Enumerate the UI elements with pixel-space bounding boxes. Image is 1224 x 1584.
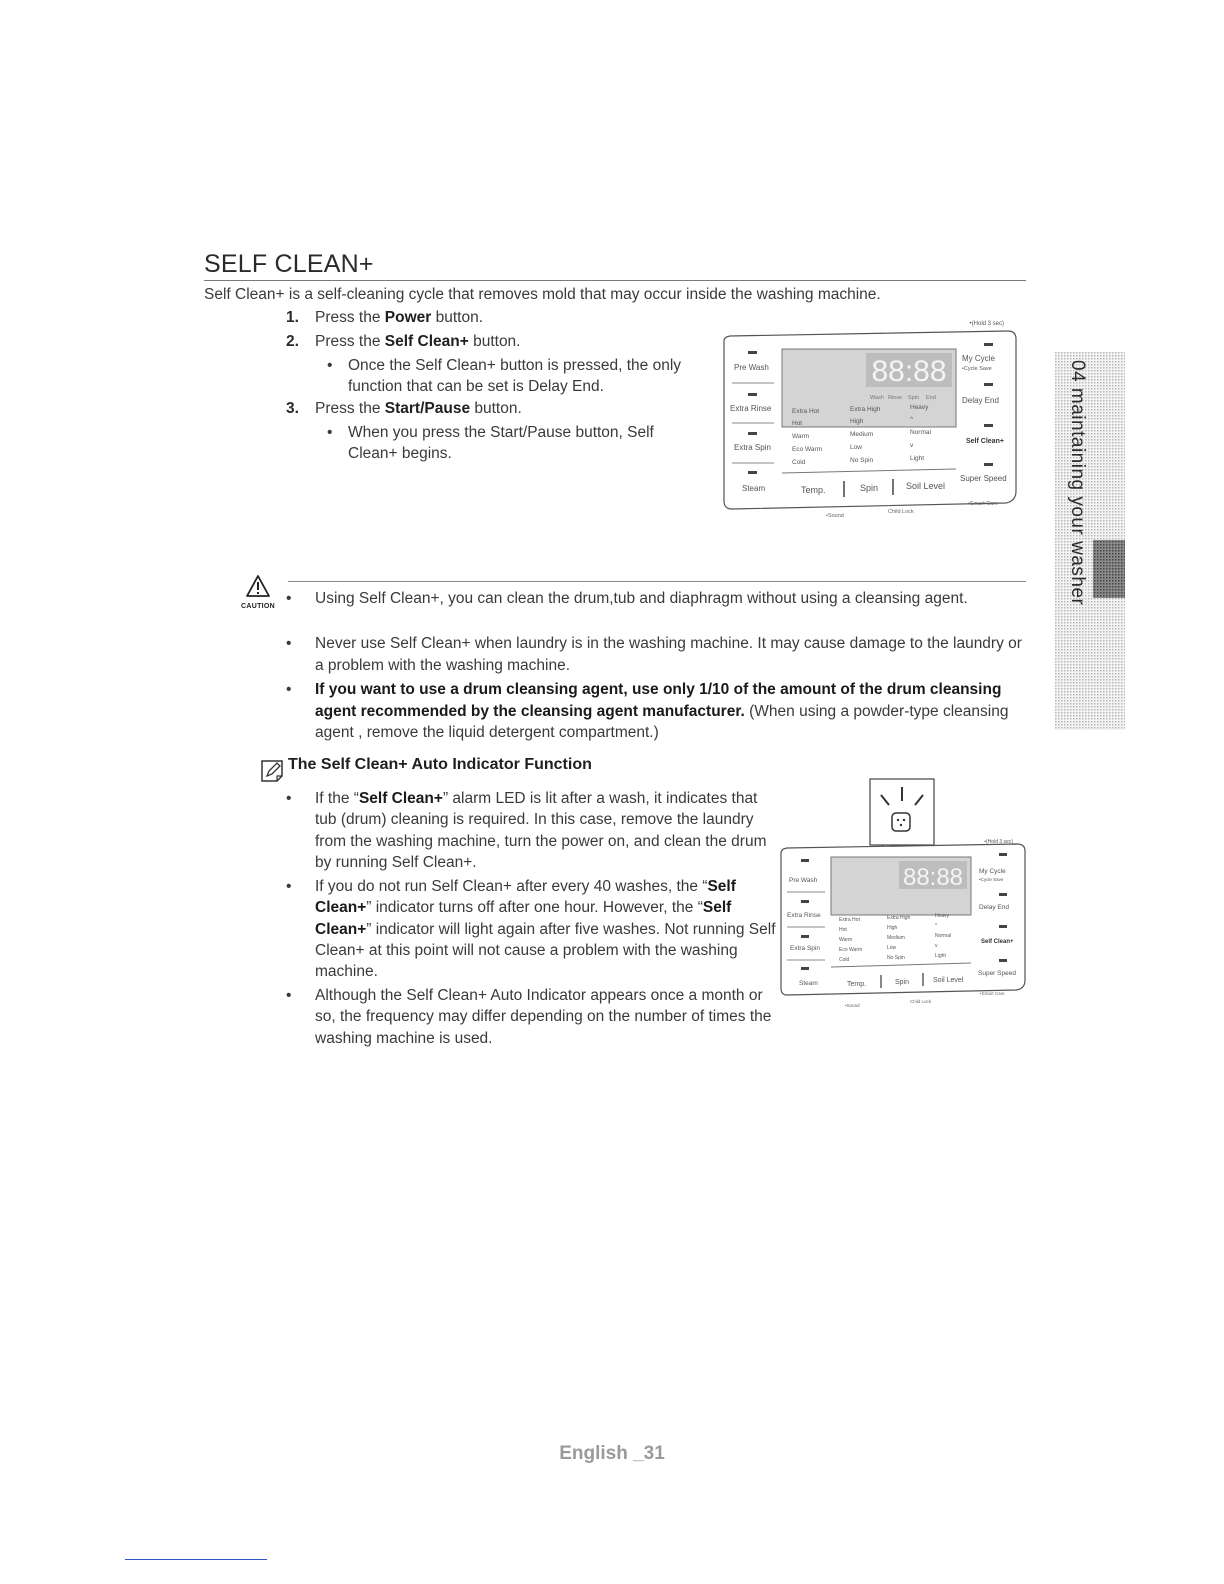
title-divider (204, 280, 1026, 281)
auto-indicator-illustration (775, 775, 1030, 1015)
svg-text:Super Speed: Super Speed (978, 970, 1016, 977)
power-button-label: Power (384, 309, 432, 326)
lcd-digits: 88:88 (871, 355, 947, 388)
soil-level-label: Soil Level (906, 481, 946, 491)
caution-bullet-2: • Never use Self Clean+ when laundry is in the washing machine. It may cause damage to the laundry or a problem with the washing machine. (286, 635, 1022, 674)
note-bullet-1: • If the “Self Clean+” alarm LED is lit after a wash, it indicates that tub (drum) cleaning is required. In this case, remove the laundry from the washing machine, turn the power on, and clean the drum by running Self Clean+. (286, 790, 767, 871)
svg-text:Rinse: Rinse (888, 395, 903, 401)
svg-text:Medium: Medium (850, 431, 874, 438)
self-clean-label: Self Clean+ (966, 438, 1004, 445)
step-number: 3. (286, 400, 299, 417)
spin-label: Spin (860, 483, 879, 493)
footer-link-line (125, 1559, 267, 1560)
svg-text:Warm: Warm (839, 937, 853, 943)
svg-text:Cold: Cold (792, 459, 806, 466)
svg-text:Heavy: Heavy (935, 913, 950, 919)
svg-text:•Smart Care: •Smart Care (980, 991, 1005, 996)
svg-text:High: High (887, 925, 898, 931)
svg-text:88:88: 88:88 (902, 864, 964, 891)
note-bullet-2: • If you do not run Self Clean+ after every 40 washes, the “Self Clean+” indicator turns off after one hour. However, the “Self Clean+” indicator will light again after five washes. Not running Self Clean+ at this point will not cause a problem with the washing machine. (286, 878, 776, 981)
svg-text:Spin: Spin (908, 395, 920, 401)
delay-end-label: Delay End (962, 396, 999, 405)
svg-text:Extra Rinse: Extra Rinse (787, 912, 821, 919)
svg-text:^: ^ (935, 923, 938, 929)
svg-text:No Spin: No Spin (850, 457, 874, 464)
svg-text:•Cycle Save: •Cycle Save (962, 366, 992, 372)
note-heading: The Self Clean+ Auto Indicator Function (288, 756, 592, 773)
svg-text:Hot: Hot (839, 927, 847, 933)
svg-text:•Sound: •Sound (845, 1003, 860, 1008)
note-bullet-3: • Although the Self Clean+ Auto Indicator appears once a month or so, the frequency may differ depending on the number of times the washing machine is used. (286, 987, 772, 1047)
svg-text:Low: Low (850, 444, 862, 451)
svg-text:•Cycle Save: •Cycle Save (979, 877, 1004, 882)
steam-label: Steam (742, 484, 766, 493)
svg-text:Extra Hot: Extra Hot (839, 917, 860, 923)
svg-text:Light: Light (910, 455, 925, 462)
svg-text:Steam: Steam (799, 980, 818, 987)
svg-text:Warm: Warm (792, 433, 810, 440)
svg-text:My Cycle: My Cycle (979, 868, 1006, 875)
pre-wash-label: Pre Wash (734, 363, 769, 372)
temp-label: Temp. (801, 485, 826, 495)
step-2-bullet: • Once the Self Clean+ button is pressed, the only function that can be set is Delay End. (327, 357, 682, 395)
svg-text:Extra High: Extra High (887, 915, 911, 921)
svg-text:Light: Light (935, 953, 946, 959)
control-panel-illustration (716, 313, 1021, 523)
caution-bullet-1: • Using Self Clean+, you can clean the drum,tub and diaphragm without using a cleansing agent. (286, 590, 968, 607)
svg-text:Child Lock: Child Lock (910, 999, 932, 1004)
svg-text:Extra Hot: Extra Hot (792, 408, 820, 415)
svg-text:Delay End: Delay End (979, 904, 1009, 911)
svg-text:Child Lock: Child Lock (888, 509, 914, 515)
svg-text:v: v (935, 943, 938, 949)
step-3: 3. Press the Start/Pause button. (286, 400, 522, 417)
caution-label: CAUTION (241, 603, 275, 610)
svg-text:•Sound: •Sound (826, 513, 844, 519)
caution-divider (288, 581, 1026, 582)
my-cycle-label: My Cycle (962, 354, 995, 363)
svg-text:Heavy: Heavy (910, 404, 929, 411)
svg-text:Normal: Normal (910, 429, 931, 436)
svg-text:Cold: Cold (839, 957, 850, 963)
self-clean-button-label: Self Clean+ (384, 333, 469, 350)
svg-text:Self Clean+: Self Clean+ (981, 939, 1014, 945)
chapter-tab-label: 04 maintaining your washer (1067, 360, 1088, 606)
svg-text:v: v (910, 442, 914, 449)
step-3-bullet: • When you press the Start/Pause button, Self Clean+ begins. (327, 424, 654, 462)
step-1: 1. Press the Power button. (286, 309, 484, 326)
svg-text:Eco Warm: Eco Warm (839, 947, 863, 953)
svg-text:^: ^ (910, 416, 914, 423)
super-speed-label: Super Speed (960, 474, 1007, 483)
svg-text:•Smart Care: •Smart Care (968, 501, 999, 507)
hold-note: •(Hold 3 sec) (969, 321, 1004, 327)
page-number: English _31 (559, 1443, 665, 1464)
caution-icon (238, 574, 278, 610)
svg-text:Extra Spin: Extra Spin (790, 945, 820, 952)
intro-paragraph: Self Clean+ is a self-cleaning cycle that removes mold that may occur inside the washing machine. (204, 286, 881, 303)
section-title: SELF CLEAN+ (204, 250, 374, 278)
start-pause-button-label: Start/Pause (384, 400, 471, 417)
svg-text:No Spin: No Spin (887, 955, 905, 961)
svg-text:Temp.: Temp. (847, 981, 867, 988)
extra-rinse-label: Extra Rinse (730, 404, 772, 413)
svg-text:End: End (926, 395, 936, 401)
svg-text:High: High (850, 418, 864, 425)
svg-text:Pre Wash: Pre Wash (789, 877, 818, 884)
caution-bullet-3: • If you want to use a drum cleansing agent, use only 1/10 of the amount of the drum cleansing agent recommended by the cleansing agent manufacturer. (When using a powder-type cleansing agent , remove the liquid detergent compartment.) (286, 681, 1009, 741)
svg-text:Low: Low (887, 945, 897, 951)
svg-text:•(Hold 3 sec): •(Hold 3 sec) (984, 839, 1013, 845)
svg-text:Eco Warm: Eco Warm (792, 446, 823, 453)
svg-text:Spin: Spin (895, 979, 910, 986)
note-pencil-icon (259, 758, 285, 784)
svg-text:Hot: Hot (792, 420, 803, 427)
svg-text:Medium: Medium (887, 935, 905, 941)
step-number: 1. (286, 309, 299, 326)
step-2: 2. Press the Self Clean+ button. (286, 333, 521, 350)
svg-text:Extra High: Extra High (850, 406, 881, 413)
extra-spin-label: Extra Spin (734, 443, 771, 452)
step-number: 2. (286, 333, 299, 350)
svg-text:Wash: Wash (870, 395, 884, 401)
svg-text:Normal: Normal (935, 933, 952, 939)
warning-triangle-icon (245, 574, 271, 598)
svg-text:Soil Level: Soil Level (933, 977, 964, 984)
